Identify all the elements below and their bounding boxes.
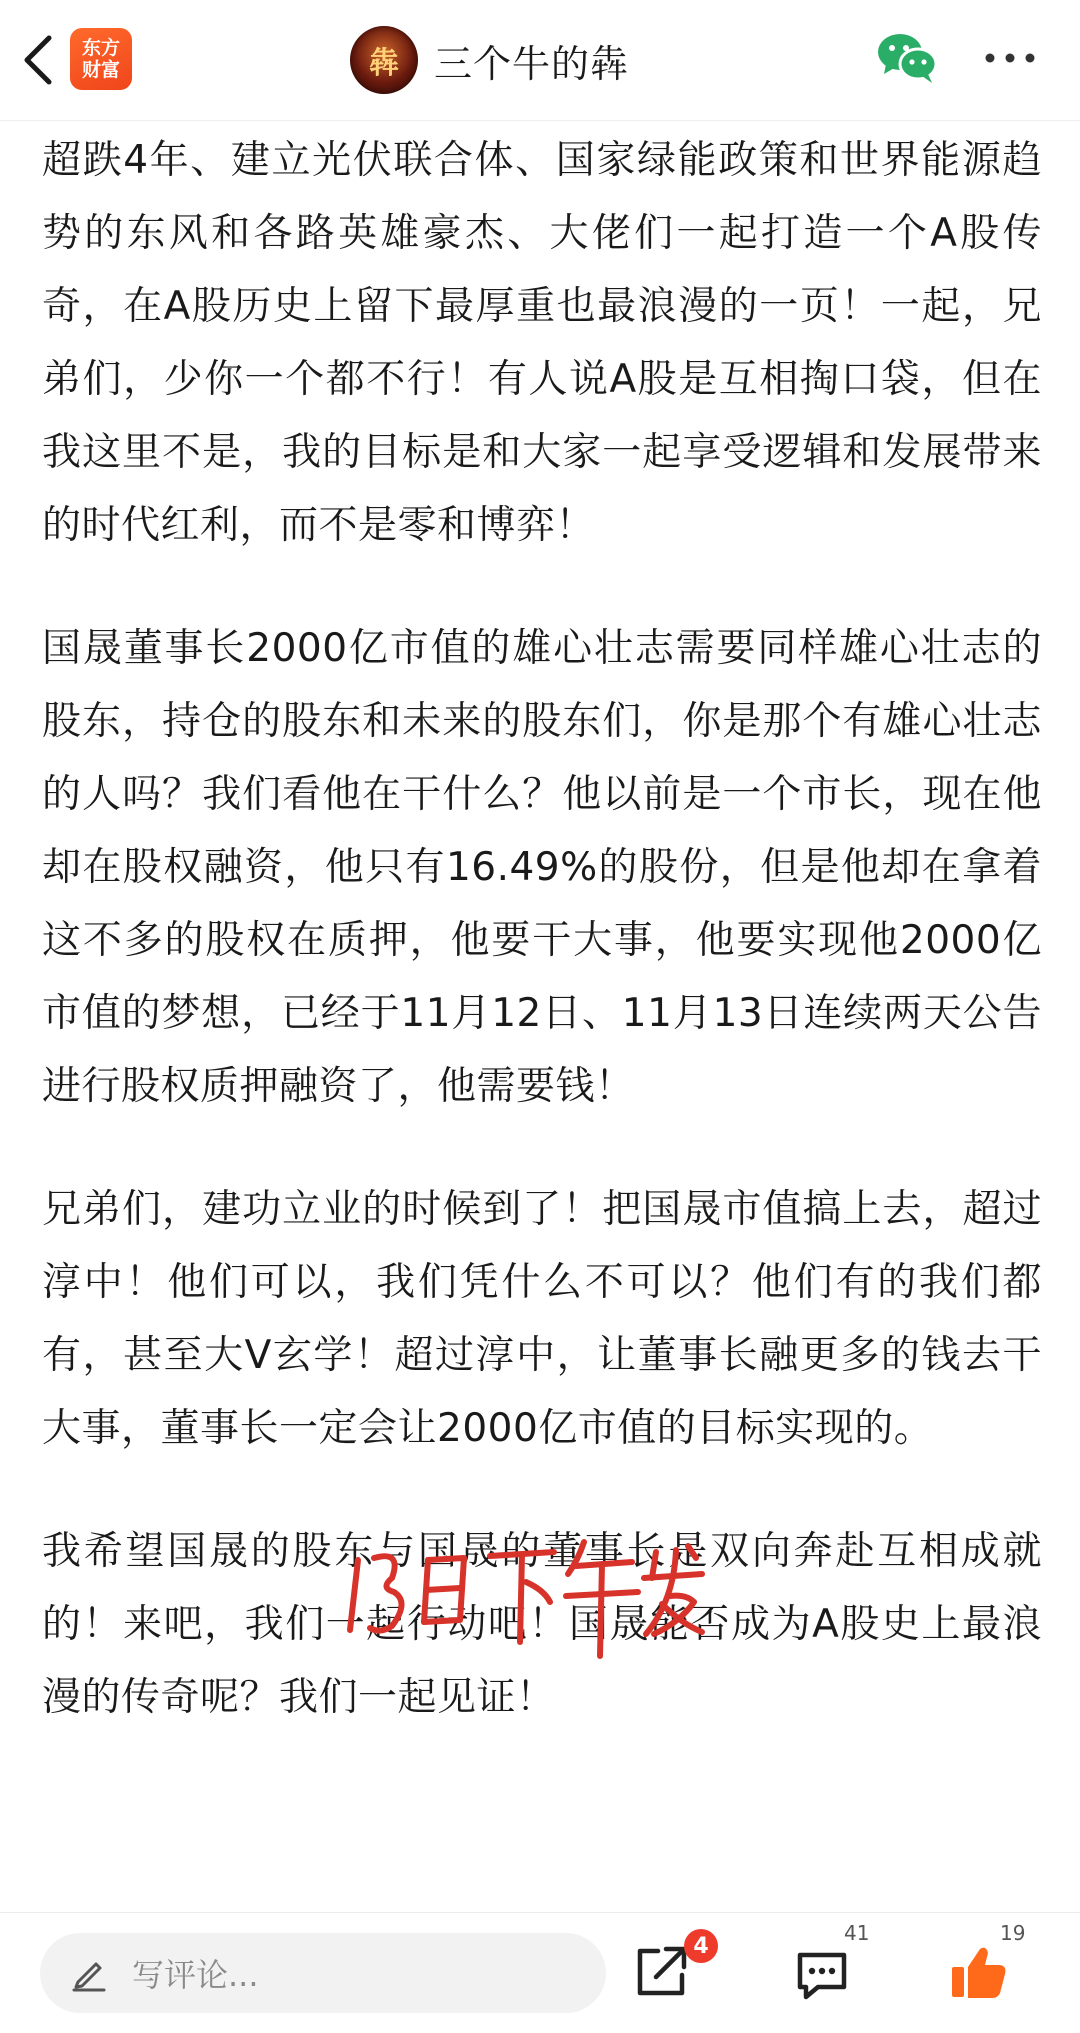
app-logo[interactable]: [70, 28, 132, 90]
more-options-button[interactable]: [980, 36, 1040, 80]
handwritten-annotation: [340, 1530, 710, 1660]
paragraph-2: 国晟董事长2000亿市值的雄心壮志需要同样雄心壮志的股东，持仓的股东和未来的股东们，你是那个有雄心壮志的人吗？我们看他在干什么？他以前是一个市长，现在他却在股权融资，他只有16.49%的股份，但是他却在拿着这不多的股权在质押，他要干大事，他要实现他2000亿市值的梦想，已经于11月12日、11月13日连续两天公告进行股权质押融资了，他需要钱！: [42, 626, 1042, 1109]
avatar-glyph: 犇: [369, 46, 399, 81]
author-name[interactable]: 三个牛的犇: [434, 41, 630, 86]
comment-placeholder: 写评论...: [132, 1956, 259, 1994]
post-content: [42, 124, 1042, 1734]
comment-icon: [794, 1949, 850, 2001]
more-dots-icon: [980, 36, 1040, 80]
pen-icon: [70, 1954, 108, 1992]
comments-button[interactable]: [794, 1949, 850, 2001]
share-icon: [632, 1941, 692, 2001]
like-count: 19: [1000, 1921, 1026, 1945]
author-info[interactable]: [350, 22, 629, 98]
bottom-action-bar: [0, 1912, 1080, 2033]
back-button[interactable]: [14, 30, 62, 90]
share-count-badge: 4: [684, 1929, 718, 1963]
comment-input[interactable]: [40, 1933, 606, 2013]
top-navigation-bar: [0, 0, 1080, 121]
paragraph-3: 兄弟们，建功立业的时候到了！把国晟市值搞上去，超过淳中！他们可以，我们凭什么不可以？他们有的我们都有，甚至大V玄学！超过淳中，让董事长融更多的钱去干大事，董事长一定会让2000亿市值的目标实现的。: [42, 1187, 1042, 1451]
comment-count: 41: [844, 1921, 870, 1945]
avatar[interactable]: [350, 26, 418, 94]
thumbs-up-icon: [950, 1943, 1008, 2001]
wechat-share-button[interactable]: [876, 30, 938, 86]
like-button[interactable]: [950, 1943, 1008, 2001]
wechat-icon: [876, 30, 938, 86]
chevron-left-icon: [21, 34, 55, 86]
paragraph-1: 超跌4年、建立光伏联合体、国家绿能政策和世界能源趋势的东风和各路英雄豪杰、大佬们一起打造一个A股传奇，在A股历史上留下最厚重也最浪漫的一页！一起，兄弟们，少你一个都不行！有人说A股是互相掏口袋，但在我这里不是，我的目标是和大家一起享受逻辑和发展带来的时代红利，而不是零和博弈！: [42, 138, 1042, 548]
paragraph-4: 我希望国晟的股东与国晟的董事长是双向奔赴互相成就的！来吧，我们一起行动吧！国晟能否成为A股史上最浪漫的传奇呢？我们一起见证！: [42, 1529, 1042, 1720]
logo-line-1: 东方: [81, 37, 120, 59]
share-button[interactable]: [632, 1941, 692, 2001]
logo-line-2: 财富: [81, 59, 120, 81]
